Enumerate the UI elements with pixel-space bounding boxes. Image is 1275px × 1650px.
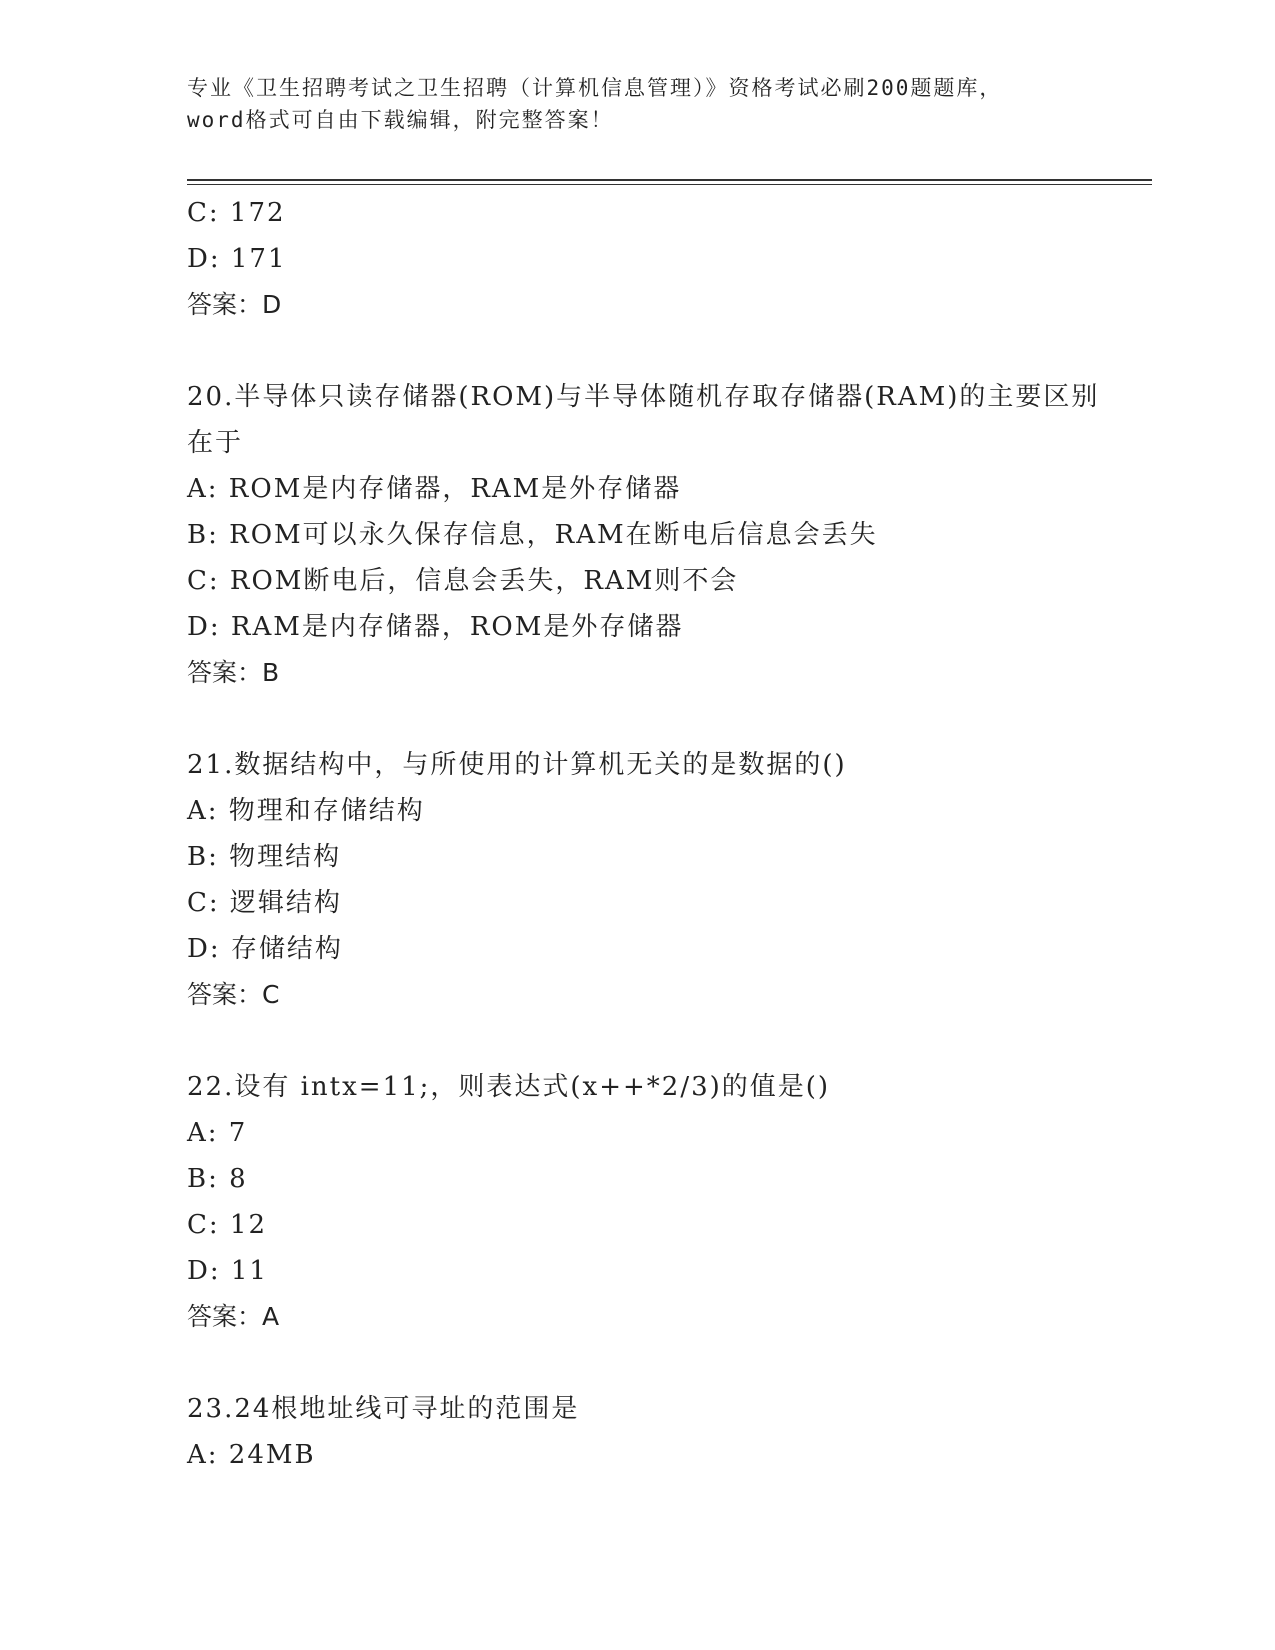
question-stem-cont: 在于 xyxy=(187,428,244,458)
option-c: C: 12 xyxy=(187,1210,268,1240)
question-stem: 23.24根地址线可寻址的范围是 xyxy=(187,1394,580,1424)
document-header xyxy=(187,72,1087,136)
option-a: A: 7 xyxy=(187,1118,248,1148)
header-rule-thin xyxy=(187,184,1152,185)
option-b: B: 物理结构 xyxy=(187,842,342,872)
answer-line: 答案：D xyxy=(187,290,282,319)
option-c: C: 172 xyxy=(187,198,286,228)
question-22 xyxy=(187,1064,1107,1340)
question-stem: 22.设有 intx=11;，则表达式(x++*2/3)的值是() xyxy=(187,1072,831,1102)
option-b: B: 8 xyxy=(187,1164,248,1194)
option-d: D: 存储结构 xyxy=(187,934,343,964)
answer-line: 答案：A xyxy=(187,1302,280,1331)
option-d: D: 171 xyxy=(187,244,287,274)
answer-line: 答案：B xyxy=(187,658,280,687)
question-stem: 20.半导体只读存储器(ROM)与半导体随机存取存储器(RAM)的主要区别 xyxy=(187,382,1100,412)
option-a: A: 24MB xyxy=(187,1440,316,1470)
question-stem: 21.数据结构中，与所使用的计算机无关的是数据的() xyxy=(187,750,847,780)
question-list xyxy=(187,190,1107,1478)
option-a: A: ROM是内存储器，RAM是外存储器 xyxy=(187,474,682,504)
option-d: D: RAM是内存储器，ROM是外存储器 xyxy=(187,612,684,642)
answer-line: 答案：C xyxy=(187,980,280,1009)
option-c: C: ROM断电后，信息会丢失，RAM则不会 xyxy=(187,566,739,596)
option-b: B: ROM可以永久保存信息，RAM在断电后信息会丢失 xyxy=(187,520,878,550)
question-23 xyxy=(187,1386,1107,1478)
header-line-1: 专业《卫生招聘考试之卫生招聘（计算机信息管理）》资格考试必刷200题题库， xyxy=(187,76,1003,100)
option-d: D: 11 xyxy=(187,1256,268,1286)
option-a: A: 物理和存储结构 xyxy=(187,796,425,826)
question-20 xyxy=(187,374,1107,696)
header-rule-thick xyxy=(187,179,1152,181)
header-line-2: word格式可自由下载编辑，附完整答案！ xyxy=(187,108,614,132)
question-21 xyxy=(187,742,1107,1018)
option-c: C: 逻辑结构 xyxy=(187,888,342,918)
prev-question-tail xyxy=(187,190,1107,328)
